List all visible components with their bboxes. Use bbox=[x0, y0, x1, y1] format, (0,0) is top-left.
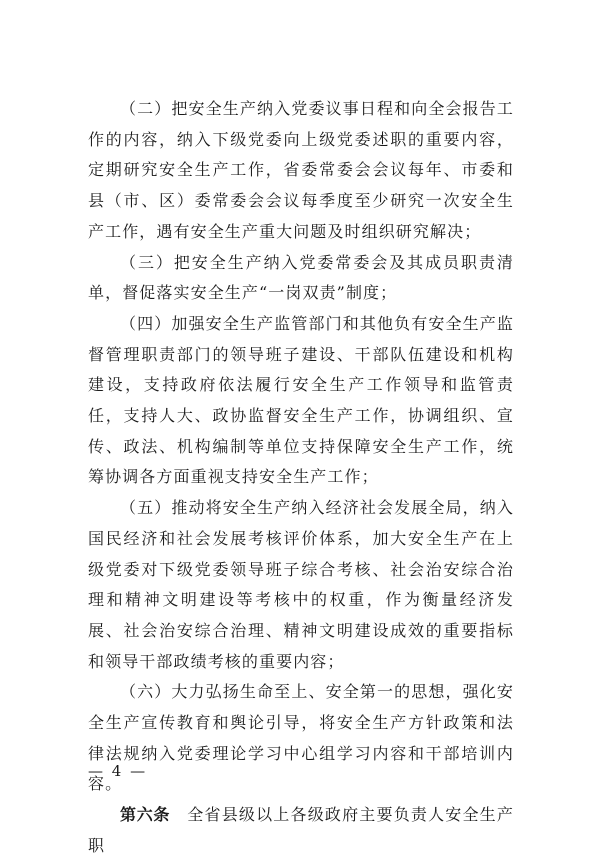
paragraph-item-5: （五）推动将安全生产纳入经济社会发展全局，纳入国民经济和社会发展考核评价体系，加大安全生产在上级党委对下级党委领导班子综合考核、社会治安综合治理和精神文明建设等考核中的权重，作为衡量经济发展、社会治安综合治理、精神文明建设成效的重要指标和领导干部政绩考核的重要内容； bbox=[88, 498, 514, 671]
page-number: — 4 — bbox=[88, 762, 148, 780]
paragraph-item-3: （三）把安全生产纳入党委常委会及其成员职责清单，督促落实安全生产“一岗双责”制度； bbox=[88, 252, 514, 303]
article-text: 全省县级以上各级政府主要负责人安全生产职 bbox=[88, 805, 514, 855]
article-paragraph bbox=[88, 800, 514, 861]
article-title: 第六条 bbox=[120, 805, 171, 825]
document-body bbox=[88, 94, 514, 862]
paragraph-item-6: （六）大力弘扬生命至上、安全第一的思想，强化安全生产宣传教育和舆论引导，将安全生产方针政策和法律法规纳入党委理论学习中心组学习内容和干部培训内容。 bbox=[88, 682, 514, 794]
paragraph-item-4: （四）加强安全生产监管部门和其他负有安全生产监督管理职责部门的领导班子建设、干部队伍建设和机构建设，支持政府依法履行安全生产工作领导和监管责任，支持人大、政协监督安全生产工作，协调组织、宣传、政法、机构编制等单位支持保障安全生产工作，统筹协调各方面重视支持安全生产工作； bbox=[88, 313, 514, 487]
paragraph-item-2: （二）把安全生产纳入党委议事日程和向全会报告工作的内容，纳入下级党委向上级党委述职的重要内容，定期研究安全生产工作，省委常委会会议每年、市委和县（市、区）委常委会会议每季度至少研究一次安全生产工作，遇有安全生产重大问题及时组织研究解决； bbox=[88, 99, 514, 241]
